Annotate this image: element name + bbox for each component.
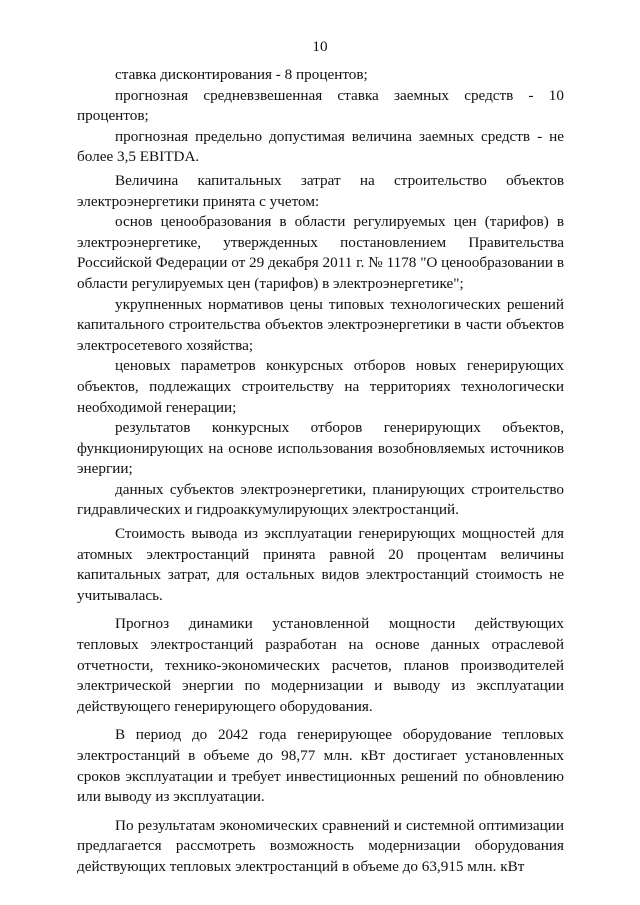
paragraph-discount-rate: ставка дисконтирования - 8 процентов; bbox=[115, 66, 368, 83]
paragraph-borrowing-rate: прогнозная средневзвешенная ставка заемных средств - 10 процентов; bbox=[77, 86, 564, 125]
paragraph-capacity-forecast: Прогноз динамики установленной мощности действующих тепловых электростанций разработан на основе данных отраслевой отчетности, технико-экономических расчетов, планов производителей электрической энергии по модернизации и выводу из эксплуатации действующего генерирующего оборудования. bbox=[77, 615, 564, 715]
paragraph-grid-norms: укрупненных нормативов цены типовых технологических решений капитального строительства объектов электроэнергетики в части объектов электросетевого хозяйства; bbox=[77, 295, 564, 354]
paragraph-period-2042: В период до 2042 года генерирующее оборудование тепловых электростанций в объеме до 98,77 млн. кВт достигает установленных сроков эксплуатации и требует инвестиционных решений по обновлению или выводу из эксплуатации. bbox=[77, 726, 564, 806]
paragraph-decommissioning-cost: Стоимость вывода из эксплуатации генерирующих мощностей для атомных электростанций принята равной 20 процентам величины капитальных затрат, для остальных видов электростанций стоимость не учитывалась. bbox=[77, 525, 564, 604]
body-text bbox=[77, 65, 564, 878]
paragraph-pricing-basis: основ ценообразования в области регулируемых цен (тарифов) в электроэнергетике, утвержденных постановлением Правительства Российской Федерации от 29 декабря 2011 г. № 1178 "О ценообразовании в области регулируемых цен (тарифов) в электроэнергетике"; bbox=[77, 213, 564, 292]
paragraph-modernization: По результатам экономических сравнений и системной оптимизации предлагается рассмотреть возможность модернизации оборудования действующих тепловых электростанций в объеме до 63,915 млн. кВт bbox=[77, 816, 564, 875]
paragraph-borrowing-limit: прогнозная предельно допустимая величина заемных средств - не более 3,5 EBITDA. bbox=[77, 127, 564, 166]
paragraph-capex-intro: Величина капитальных затрат на строительство объектов электроэнергетики принята с учетом: bbox=[77, 171, 564, 210]
paragraph-tender-parameters: ценовых параметров конкурсных отборов новых генерирующих объектов, подлежащих строительству на территориях технологически необходимой генерации; bbox=[77, 357, 564, 416]
page-number: 10 bbox=[312, 38, 328, 55]
paragraph-hydro-data: данных субъектов электроэнергетики, планирующих строительство гидравлических и гидроаккумулирующих электростанций. bbox=[77, 480, 564, 519]
paragraph-renewable-tenders: результатов конкурсных отборов генерирующих объектов, функционирующих на основе использования возобновляемых источников энергии; bbox=[77, 419, 564, 478]
